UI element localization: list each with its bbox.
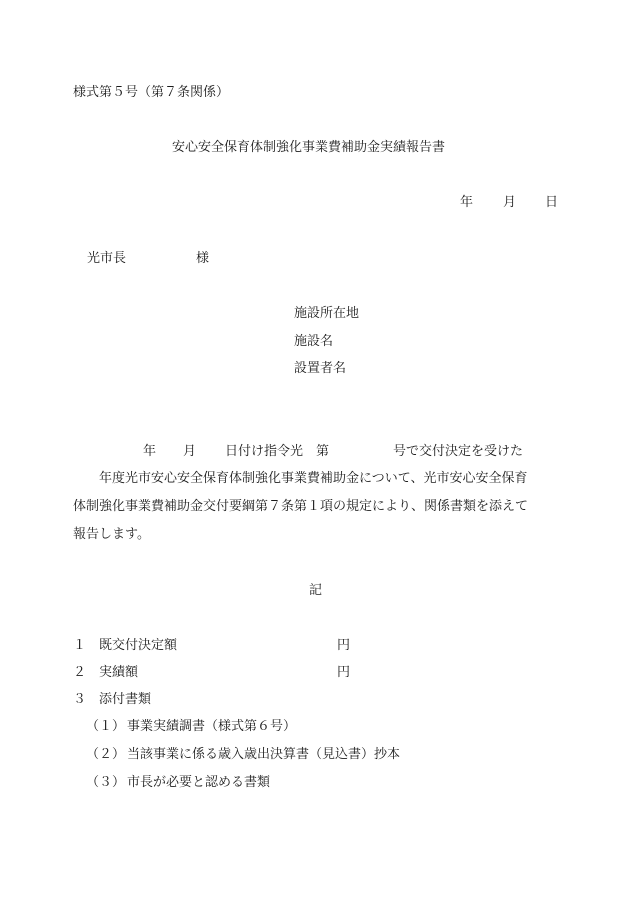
item-unit: 円 <box>337 665 351 680</box>
date-day: 日 <box>545 195 559 210</box>
attachment-number: （１） <box>86 719 126 734</box>
item-number: １ <box>73 638 87 653</box>
body-line-3: 体制強化事業費補助金交付要綱第７条第１項の規定により、関係書類を添えて <box>73 499 529 514</box>
attachment-label: 市長が必要と認める書類 <box>127 775 271 790</box>
document-title: 安心安全保育体制強化事業費補助金実績報告書 <box>172 140 446 155</box>
body-decision: 号で交付決定を受けた <box>393 444 524 459</box>
body-month: 月 <box>183 444 197 459</box>
item-label: 実績額 <box>99 665 139 680</box>
facility-address-label: 施設所在地 <box>294 306 360 321</box>
item-number: ３ <box>73 692 87 707</box>
body-year: 年 <box>143 444 157 459</box>
section-heading: 記 <box>309 583 323 598</box>
item-number: ２ <box>73 665 87 680</box>
facility-name-label: 施設名 <box>294 334 334 349</box>
date-year: 年 <box>460 195 474 210</box>
list-item <box>73 692 152 732</box>
attachment-number: （２） <box>86 747 126 762</box>
attachment-item <box>86 775 271 815</box>
attachment-number: （３） <box>86 775 126 790</box>
attachment-label: 当該事業に係る歳入歳出決算書（見込書）抄本 <box>127 747 401 762</box>
item-label: 添付書類 <box>99 692 152 707</box>
founder-name-label: 設置者名 <box>294 361 347 376</box>
form-number: 様式第５号（第７条関係） <box>73 85 230 100</box>
item-label: 既交付決定額 <box>99 638 178 653</box>
date-month: 月 <box>503 195 517 210</box>
item-unit: 円 <box>337 638 351 653</box>
body-line-2: 年度光市安心安全保育体制強化事業費補助金について、光市安心安全保育 <box>99 471 528 486</box>
body-line-4: 報告します。 <box>73 527 150 542</box>
body-directive: 日付け指令光 第 <box>225 444 330 459</box>
addressee-honorific: 様 <box>196 251 210 266</box>
addressee: 光市長 <box>87 251 127 266</box>
attachment-label: 事業実績調書（様式第６号） <box>127 719 297 734</box>
